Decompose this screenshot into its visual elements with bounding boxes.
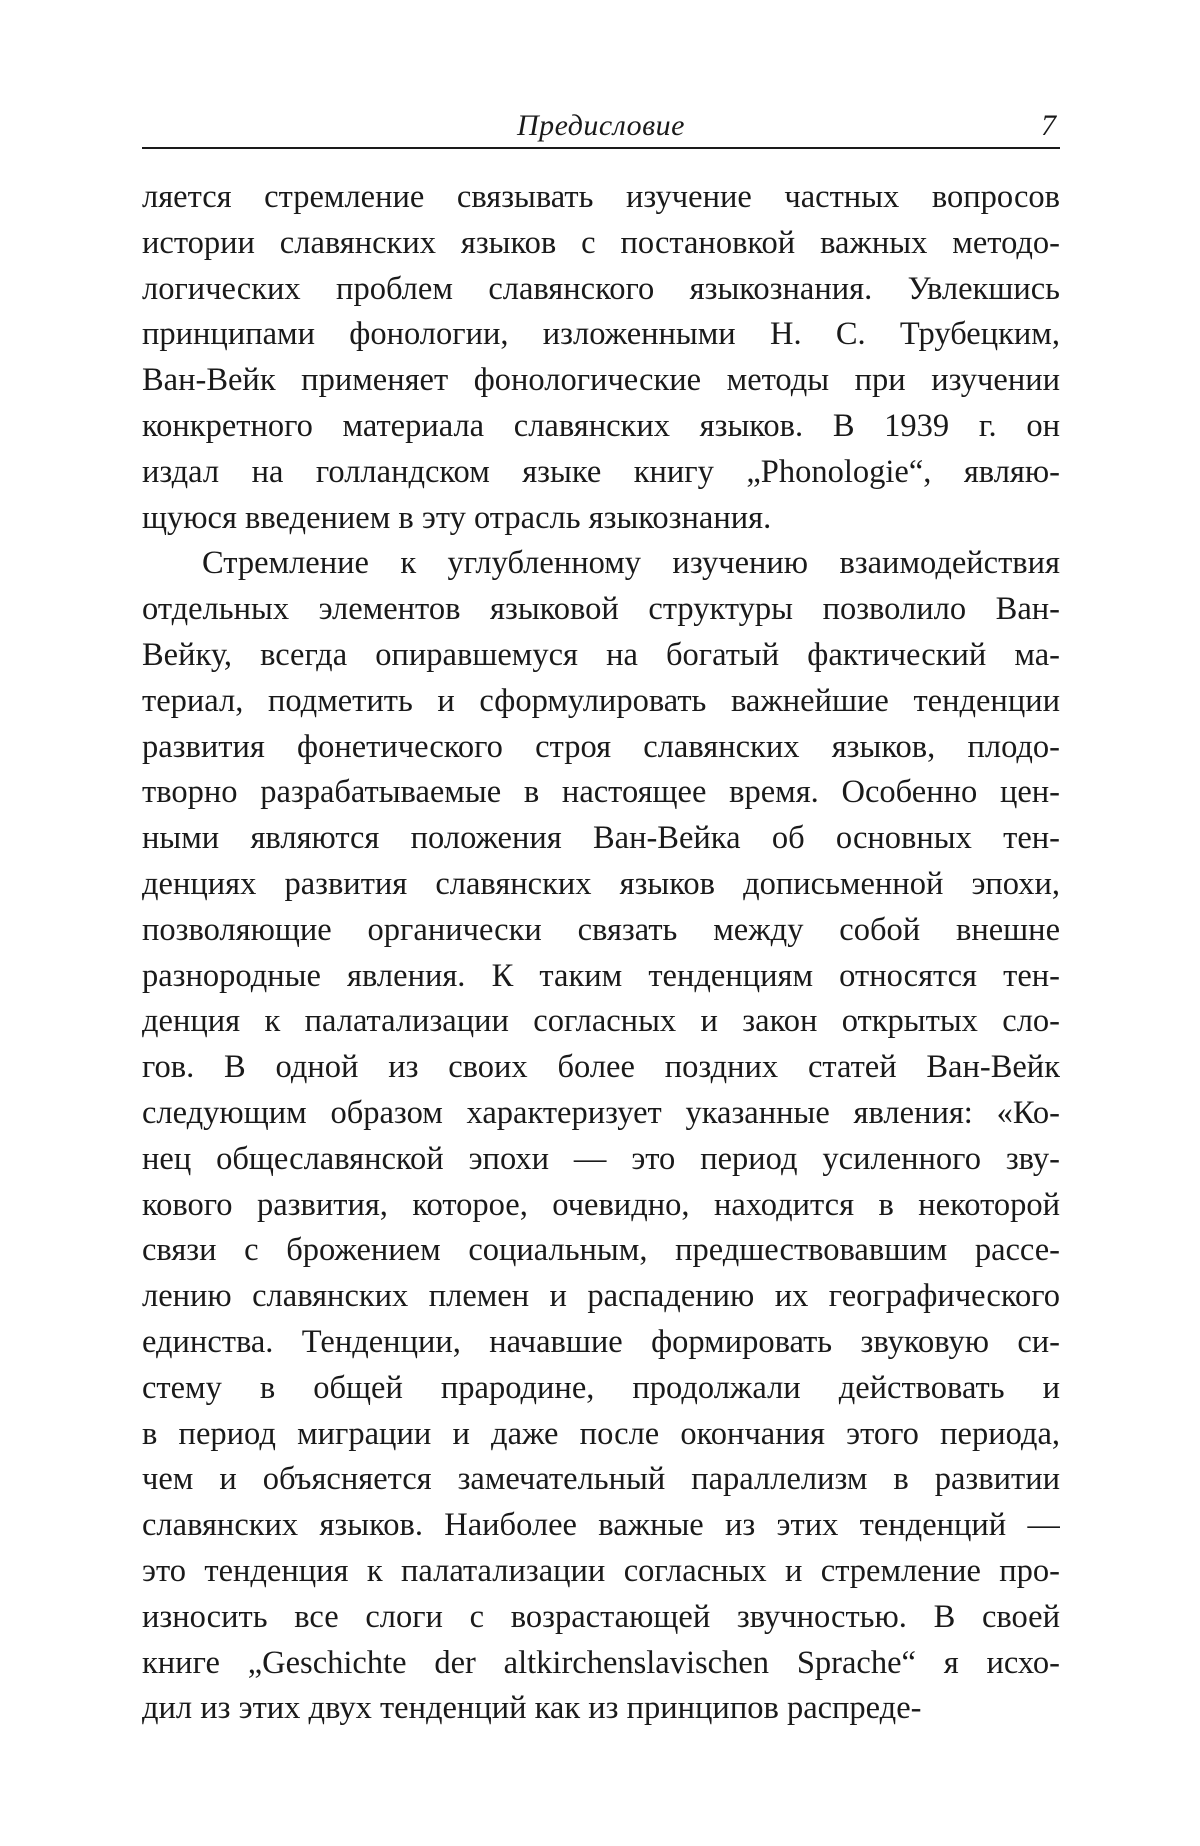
- text-line: Стремление к углубленному изучению взаимодействия: [202, 545, 1060, 582]
- book-page: [142, 105, 1060, 1732]
- running-header: [142, 105, 1060, 149]
- text-line: славянских языков. Наиболее важные из этих тенденций —: [142, 1507, 1060, 1544]
- text-line: ными являются положения Ван-Вейка об основных тен-: [142, 820, 1060, 857]
- running-title: Предисловие: [516, 109, 685, 142]
- text-line: отдельных элементов языковой структуры позволило Ван-: [142, 591, 1060, 628]
- page-number: 7: [1041, 109, 1056, 142]
- text-line: конкретного материала славянских языков. В 1939 г. он: [142, 407, 1060, 444]
- text-line: это тенденция к палатализации согласных и стремление про-: [142, 1552, 1060, 1589]
- text-line: книге „Geschichte der altkirchenslavischen Sprache“ я исхо-: [142, 1644, 1060, 1681]
- text-line: творно разрабатываемые в настоящее время. Особенно цен-: [142, 774, 1060, 811]
- text-line: лению славянских племен и распадению их географического: [142, 1278, 1060, 1315]
- text-line: ляется стремление связывать изучение частных вопросов: [142, 179, 1060, 215]
- text-line: связи с брожением социальным, предшествовавшим рассе-: [142, 1232, 1060, 1269]
- text-line: денциях развития славянских языков дописьменной эпохи,: [142, 865, 1060, 902]
- text-line: териал, подметить и сформулировать важнейшие тенденции: [142, 682, 1060, 719]
- text-line: Ван-Вейк применяет фонологические методы при изучении: [142, 362, 1060, 399]
- text-line: нец общеславянской эпохи — это период усиленного зву-: [142, 1140, 1060, 1177]
- text-line: дил из этих двух тенденций как из принципов распреде-: [142, 1690, 922, 1727]
- paragraph-2: [142, 541, 1060, 1732]
- body-text: [142, 175, 1060, 1732]
- text-line: чем и объясняется замечательный параллелизм в развитии: [142, 1461, 1060, 1498]
- text-line: единства. Тенденции, начавшие формировать звуковую си-: [142, 1323, 1060, 1360]
- text-line: логических проблем славянского языкознания. Увлекшись: [142, 270, 1060, 307]
- text-line: стему в общей прародине, продолжали действовать и: [142, 1369, 1060, 1406]
- text-line: следующим образом характеризует указанные явления: «Ко-: [142, 1094, 1060, 1131]
- text-line: принципами фонологии, изложенными Н. С. Трубецким,: [142, 316, 1060, 353]
- text-line: Вейку, всегда опиравшемуся на богатый фактический ма-: [142, 636, 1060, 673]
- text-line: денция к палатализации согласных и закон открытых сло-: [142, 1003, 1060, 1040]
- text-line: развития фонетического строя славянских языков, плодо-: [142, 728, 1060, 765]
- text-line: истории славянских языков с постановкой важных методо-: [142, 224, 1060, 261]
- text-line: щуюся введением в эту отрасль языкознания.: [142, 499, 772, 536]
- text-line: гов. В одной из своих более поздних статей Ван-Вейк: [142, 1049, 1060, 1086]
- text-line: издал на голландском языке книгу „Phonologie“, являю-: [142, 453, 1060, 490]
- text-line: в период миграции и даже после окончания этого периода,: [142, 1415, 1060, 1452]
- paragraph-1: [142, 175, 1060, 541]
- text-line: кового развития, которое, очевидно, находится в некоторой: [142, 1186, 1060, 1223]
- text-line: позволяющие органически связать между собой внешне: [142, 911, 1060, 948]
- text-line: износить все слоги с возрастающей звучностью. В своей: [142, 1598, 1060, 1635]
- text-line: разнородные явления. К таким тенденциям относятся тен-: [142, 957, 1060, 994]
